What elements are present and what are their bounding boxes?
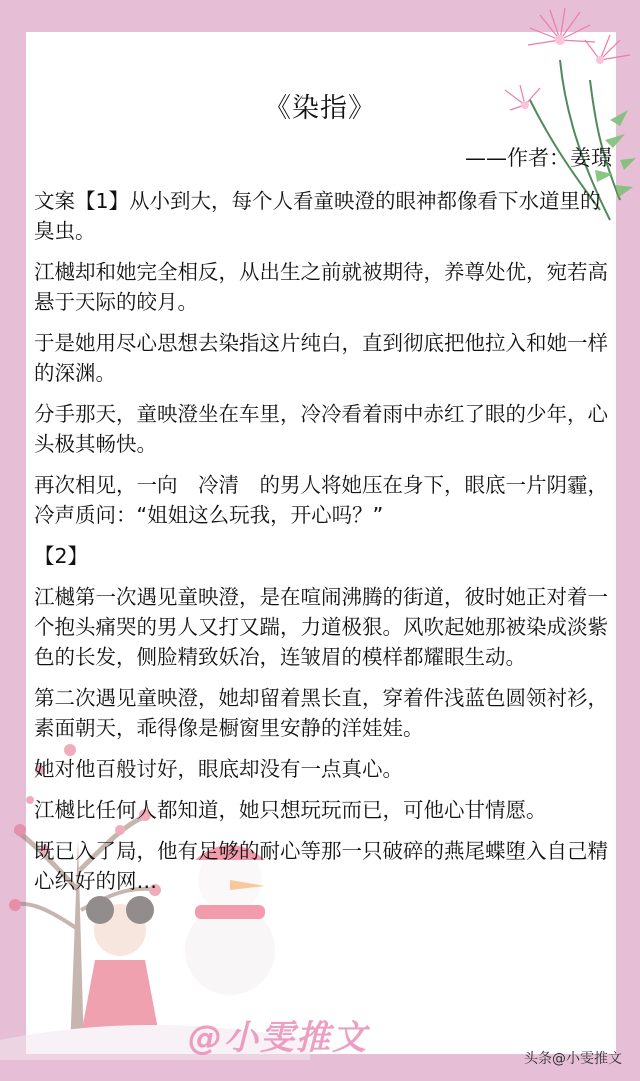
book-title: 《染指》 [264,93,376,124]
paragraph: 江樾却和她完全相反，从出生之前就被期待，养尊处优，宛若高悬于天际的皎月。 [34,260,608,314]
paragraph: 文案【1】从小到大，每个人看童映澄的眼神都像看下水道里的臭虫。 [34,189,601,243]
paragraph: 于是她用尽心思想去染指这片纯白，直到彻底把他拉入和她一样的深渊。 [34,331,608,385]
author-line: ——作者：姜璟 [465,146,612,170]
watermark-text: @小雯推文 [188,1018,368,1058]
section-heading: 【2】 [34,544,89,568]
paragraph: 再次相见，一向 冷清 的男人将她压在身下，眼底一片阴霾，冷声质问：“姐姐这么玩我，开心吗？” [34,473,608,527]
paragraph: 江樾比任何人都知道，她只想玩玩而已，可他心甘情愿。 [34,798,547,822]
paragraph: 江樾第一次遇见童映澄，是在喧闹沸腾的街道，彼时她正对着一个抱头痛哭的男人又打又踹，力道极狠。风吹起她那被染成淡紫色的长发，侧脸精致妖冶，连皱眉的模样都耀眼生动。 [34,585,608,669]
synopsis-text [34,186,614,907]
source-credit: 头条@小雯推文 [524,1051,622,1067]
paragraph: 既已入了局，他有足够的耐心等那一只破碎的燕尾蝶堕入自己精心织好的网… [34,839,608,893]
paragraph: 第二次遇见童映澄，她却留着黑长直，穿着件浅蓝色圆领衬衫，素面朝天，乖得像是橱窗里安静的洋娃娃。 [34,686,608,740]
paragraph: 她对他百般讨好，眼底却没有一点真心。 [34,757,403,781]
paragraph: 分手那天，童映澄坐在车里，冷冷看着雨中赤红了眼的少年，心头极其畅快。 [34,402,608,456]
